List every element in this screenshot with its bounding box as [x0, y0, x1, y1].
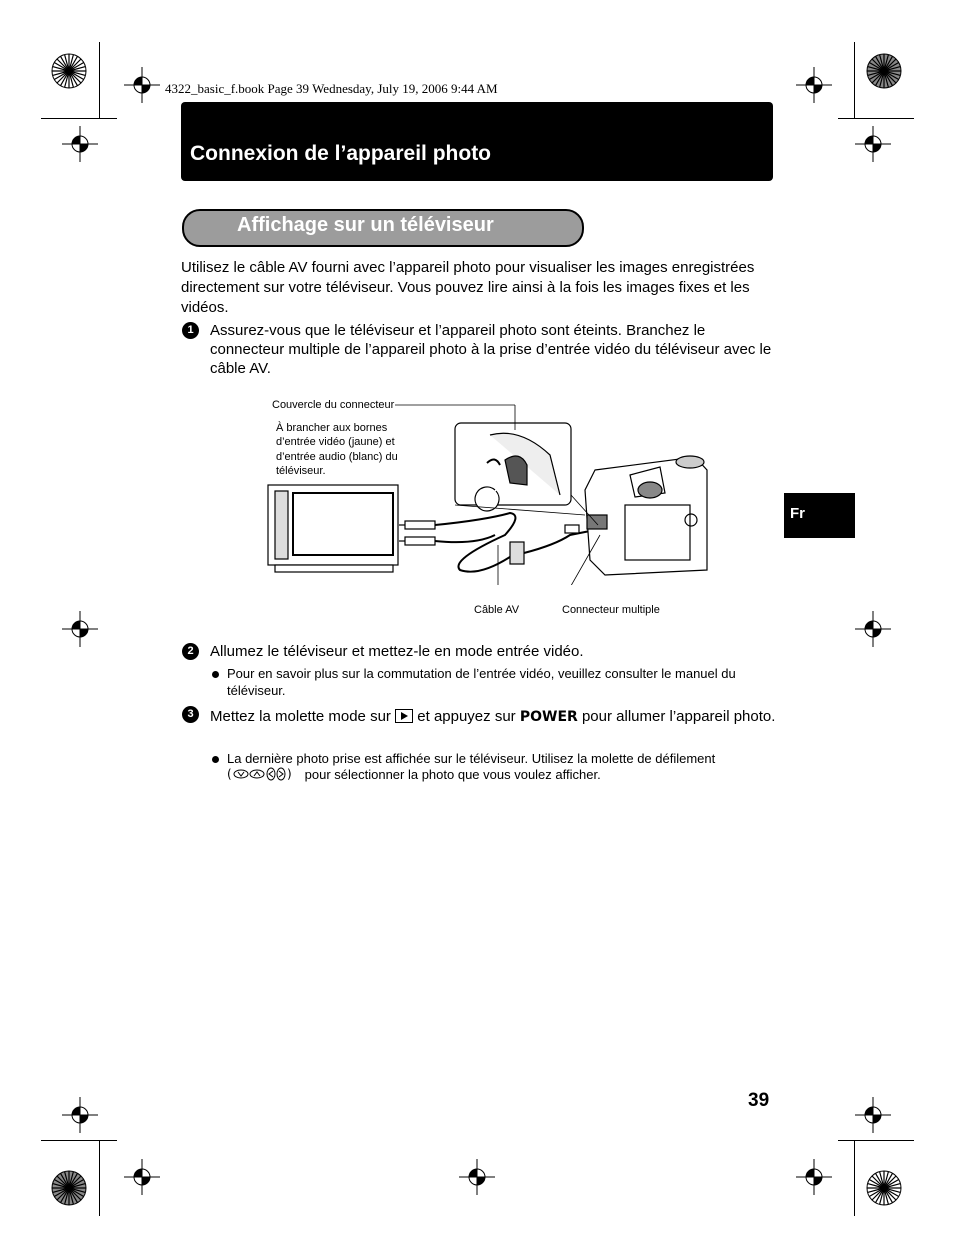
arrow-pad-icon: [227, 767, 301, 785]
power-button-label: POWER: [519, 709, 578, 725]
bullet-icon: [212, 756, 219, 763]
step-3-text-after: pour allumer l’appareil photo.: [581, 708, 776, 725]
print-header-stamp: 4322_basic_f.book Page 39 Wednesday, July 19, 2006 9:44 AM: [165, 81, 498, 96]
step-1-number: 1: [182, 322, 199, 339]
step-3-text: [210, 706, 780, 728]
chapter-title: Connexion de l’appareil photo: [190, 142, 492, 165]
label-connector-cover: Couvercle du connecteur: [272, 399, 395, 411]
intro-paragraph: Utilisez le câble AV fourni avec l’appareil photo pour visualiser les images enregistrées directement sur votre téléviseur. Vous pouvez lire ainsi à la fois les images fixes et les vidéos.: [181, 259, 755, 316]
bullet-icon: [212, 671, 219, 678]
svg-text:(: (: [227, 767, 232, 781]
page-number: 39: [748, 1090, 770, 1111]
step-3-bullet-line-2-text: pour sélectionner la photo que vous voulez afficher.: [304, 767, 601, 782]
step-2-bullet: Pour en savoir plus sur la commutation de l’entrée vidéo, veuillez consulter le manuel du téléviseur.: [227, 666, 736, 698]
step-3-text-middle: et appuyez sur: [417, 708, 516, 725]
step-3-bullet-line-2: [227, 766, 777, 785]
playback-mode-icon: [395, 709, 413, 723]
language-tab-label: Fr: [790, 505, 805, 522]
step-3-bullet-line-1: La dernière photo prise est affichée sur le téléviseur. Utilisez la molette de défilement: [227, 751, 716, 766]
svg-text:): ): [287, 767, 292, 781]
step-2-number: 2: [182, 643, 199, 660]
step-3-number: 3: [182, 706, 199, 723]
section-title: Affichage sur un téléviseur: [237, 214, 494, 236]
label-tv-terminals-4: téléviseur.: [276, 465, 326, 477]
step-3-text-before: Mettez la molette mode sur: [210, 708, 391, 725]
label-multi-connector: Connecteur multiple: [562, 604, 660, 616]
label-tv-terminals-1: À brancher aux bornes: [276, 422, 388, 434]
label-tv-terminals-3: d’entrée audio (blanc) du: [276, 451, 398, 463]
label-av-cable: Câble AV: [474, 604, 520, 616]
label-tv-terminals-2: d’entrée vidéo (jaune) et: [276, 436, 395, 448]
step-1-text: Assurez-vous que le téléviseur et l’appareil photo sont éteints. Branchez le connecteur multiple de l’appareil photo à la prise d’entrée vidéo du téléviseur avec le câble AV.: [210, 322, 772, 377]
step-2-text: Allumez le téléviseur et mettez-le en mode entrée vidéo.: [210, 643, 584, 660]
